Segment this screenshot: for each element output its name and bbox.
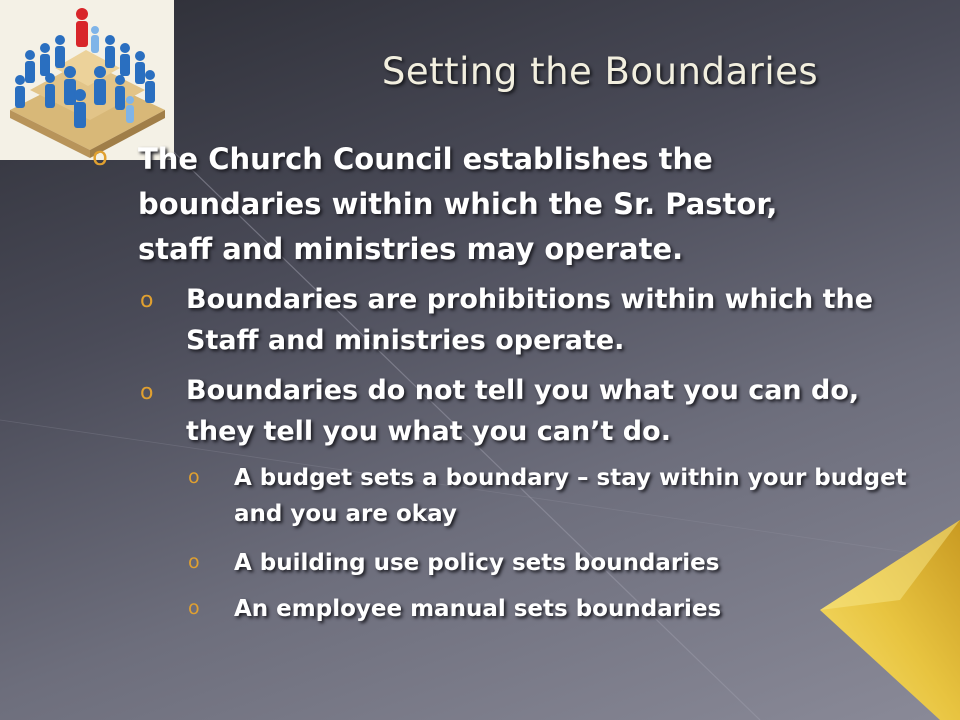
bullet-level2-prohibitions: Boundaries are prohibitions within which the Staff and ministries operate. <box>186 284 874 356</box>
bullet-level3-building-use: A building use policy sets boundaries <box>234 550 720 576</box>
slide-title: Setting the Boundaries <box>381 50 819 93</box>
bullet-marker: o <box>140 288 154 313</box>
bullet-level3-employee-manual: An employee manual sets boundaries <box>234 596 722 622</box>
bullet-marker: o <box>188 466 200 488</box>
bullet-marker: o <box>188 597 200 619</box>
bullet-marker: o <box>92 142 108 172</box>
bullet-marker: o <box>188 551 200 573</box>
bullet-level2-dont-tell: Boundaries do not tell you what you can do, they tell you what you can’t do. <box>186 375 860 447</box>
bullet-marker: o <box>140 380 154 405</box>
bullet-level3-budget: A budget sets a boundary – stay within your budget and you are okay <box>234 465 907 527</box>
bullet-level1-council: The Church Council establishes the boundaries within which the Sr. Pastor, staff and ministries may operate. <box>138 142 778 266</box>
